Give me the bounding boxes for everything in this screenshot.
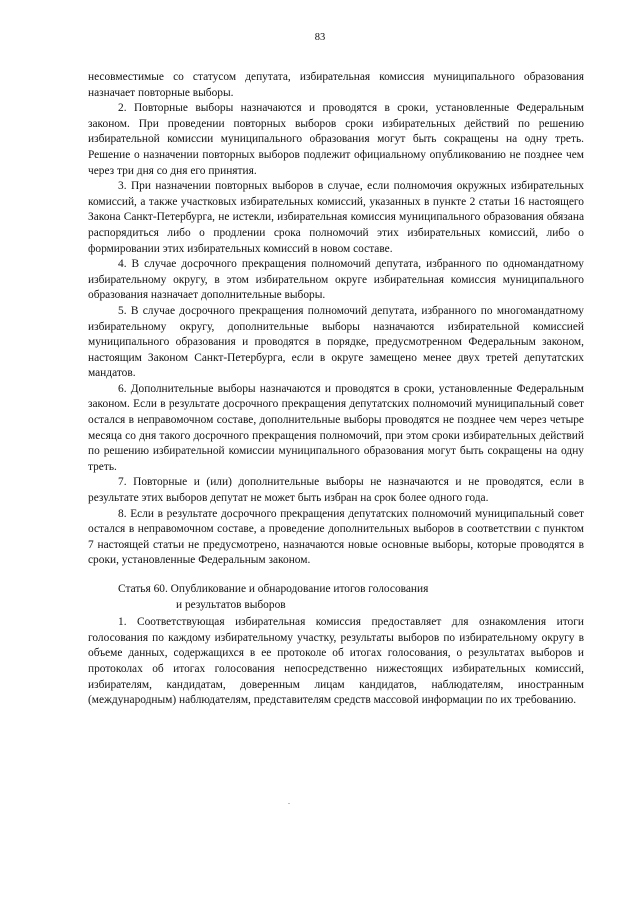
paragraph-item-2: 2. Повторные выборы назначаются и проводятся в сроки, установленные Федеральным законом. При проведении повторных выборов сроки избирательных действий по решению избирательной комиссии муниципального образования могут быть сокращены на одну треть. Решение о назначении повторных выборов подлежит официальному опубликованию не позднее чем через три дня со дня его принятия. xyxy=(88,102,584,177)
paragraph-item-6: 6. Дополнительные выборы назначаются и проводятся в сроки, установленные Федеральным законом. Если в результате досрочного прекращения депутатских полномочий муниципальный совет остался в неправомочном составе, дополнительные выборы проводятся не позднее чем через четыре месяца со дня такого досрочного прекращения полномочий, при этом сроки избирательных действий по решению избирательной комиссии муниципального образования могут быть сокращены на одну треть. xyxy=(88,382,584,473)
paragraph-item-4: 4. В случае досрочного прекращения полномочий депутата, избранного по одномандатному избирательному округу, в этом избирательном округе избирательная комиссия муниципального образования назначает дополнительные выборы. xyxy=(88,258,584,302)
paragraph-continuation: несовместимые со статусом депутата, избирательная комиссия муниципального образования назначает повторные выборы. xyxy=(88,71,584,99)
article-paragraph-1: 1. Соответствующая избирательная комиссия предоставляет для ознакомления итоги голосования по каждому избирательному участку, результаты выборов по избирательному округу в объеме данных, содержащихся в ее протоколе об итогах голосования, о результатах выборов и протоколах об итогах голосования непосредственно нижестоящих избирательных комиссий, избирателям, кандидатам, доверенным лицам кандидатов, наблюдателям, иностранным (международным) наблюдателям, представителям средств массовой информации по их требованию. xyxy=(88,616,584,707)
paragraph-item-3: 3. При назначении повторных выборов в случае, если полномочия окружных избирательных комиссий, а также участковых избирательных комиссий, указанных в пункте 2 статьи 16 настоящего Закона Санкт-Петербурга, не истекли, избирательная комиссия муниципального образования обязана распорядиться либо о продлении срока полномочий этих избирательных комиссий, либо о формировании этих избирательных комиссий в новом составе. xyxy=(88,180,584,255)
article-title-line-2: и результатов выборов xyxy=(176,598,286,611)
paragraph-item-8: 8. Если в результате досрочного прекращения депутатских полномочий муниципальный совет остался в неправомочном составе, а проведение дополнительных выборов в соответствии с пунктом 7 настоящей статьи не предусмотрено, назначаются новые основные выборы, которые проводятся в сроки, установленные Федеральным законом. xyxy=(88,507,584,567)
article-title xyxy=(88,582,584,613)
scan-speck: . xyxy=(288,797,290,806)
paragraph-item-5: 5. В случае досрочного прекращения полномочий депутата, избранного по многомандатному избирательному округу, дополнительные выборы назначаются избирательной комиссией муниципального образования и проводятся в порядке, предусмотренном Федеральным законом, настоящим Законом Санкт-Петербурга, если в округе замещено менее двух третей депутатских мандатов. xyxy=(88,304,584,380)
document-body xyxy=(88,70,584,709)
paragraph-item-7: 7. Повторные и (или) дополнительные выборы не назначаются и не проводятся, если в результате этих выборов депутат не может быть избран на срок более одного года. xyxy=(88,476,584,505)
article-title-line-1: Статья 60. Опубликование и обнародование итогов голосования xyxy=(118,583,429,595)
page-number: 83 xyxy=(314,32,326,43)
